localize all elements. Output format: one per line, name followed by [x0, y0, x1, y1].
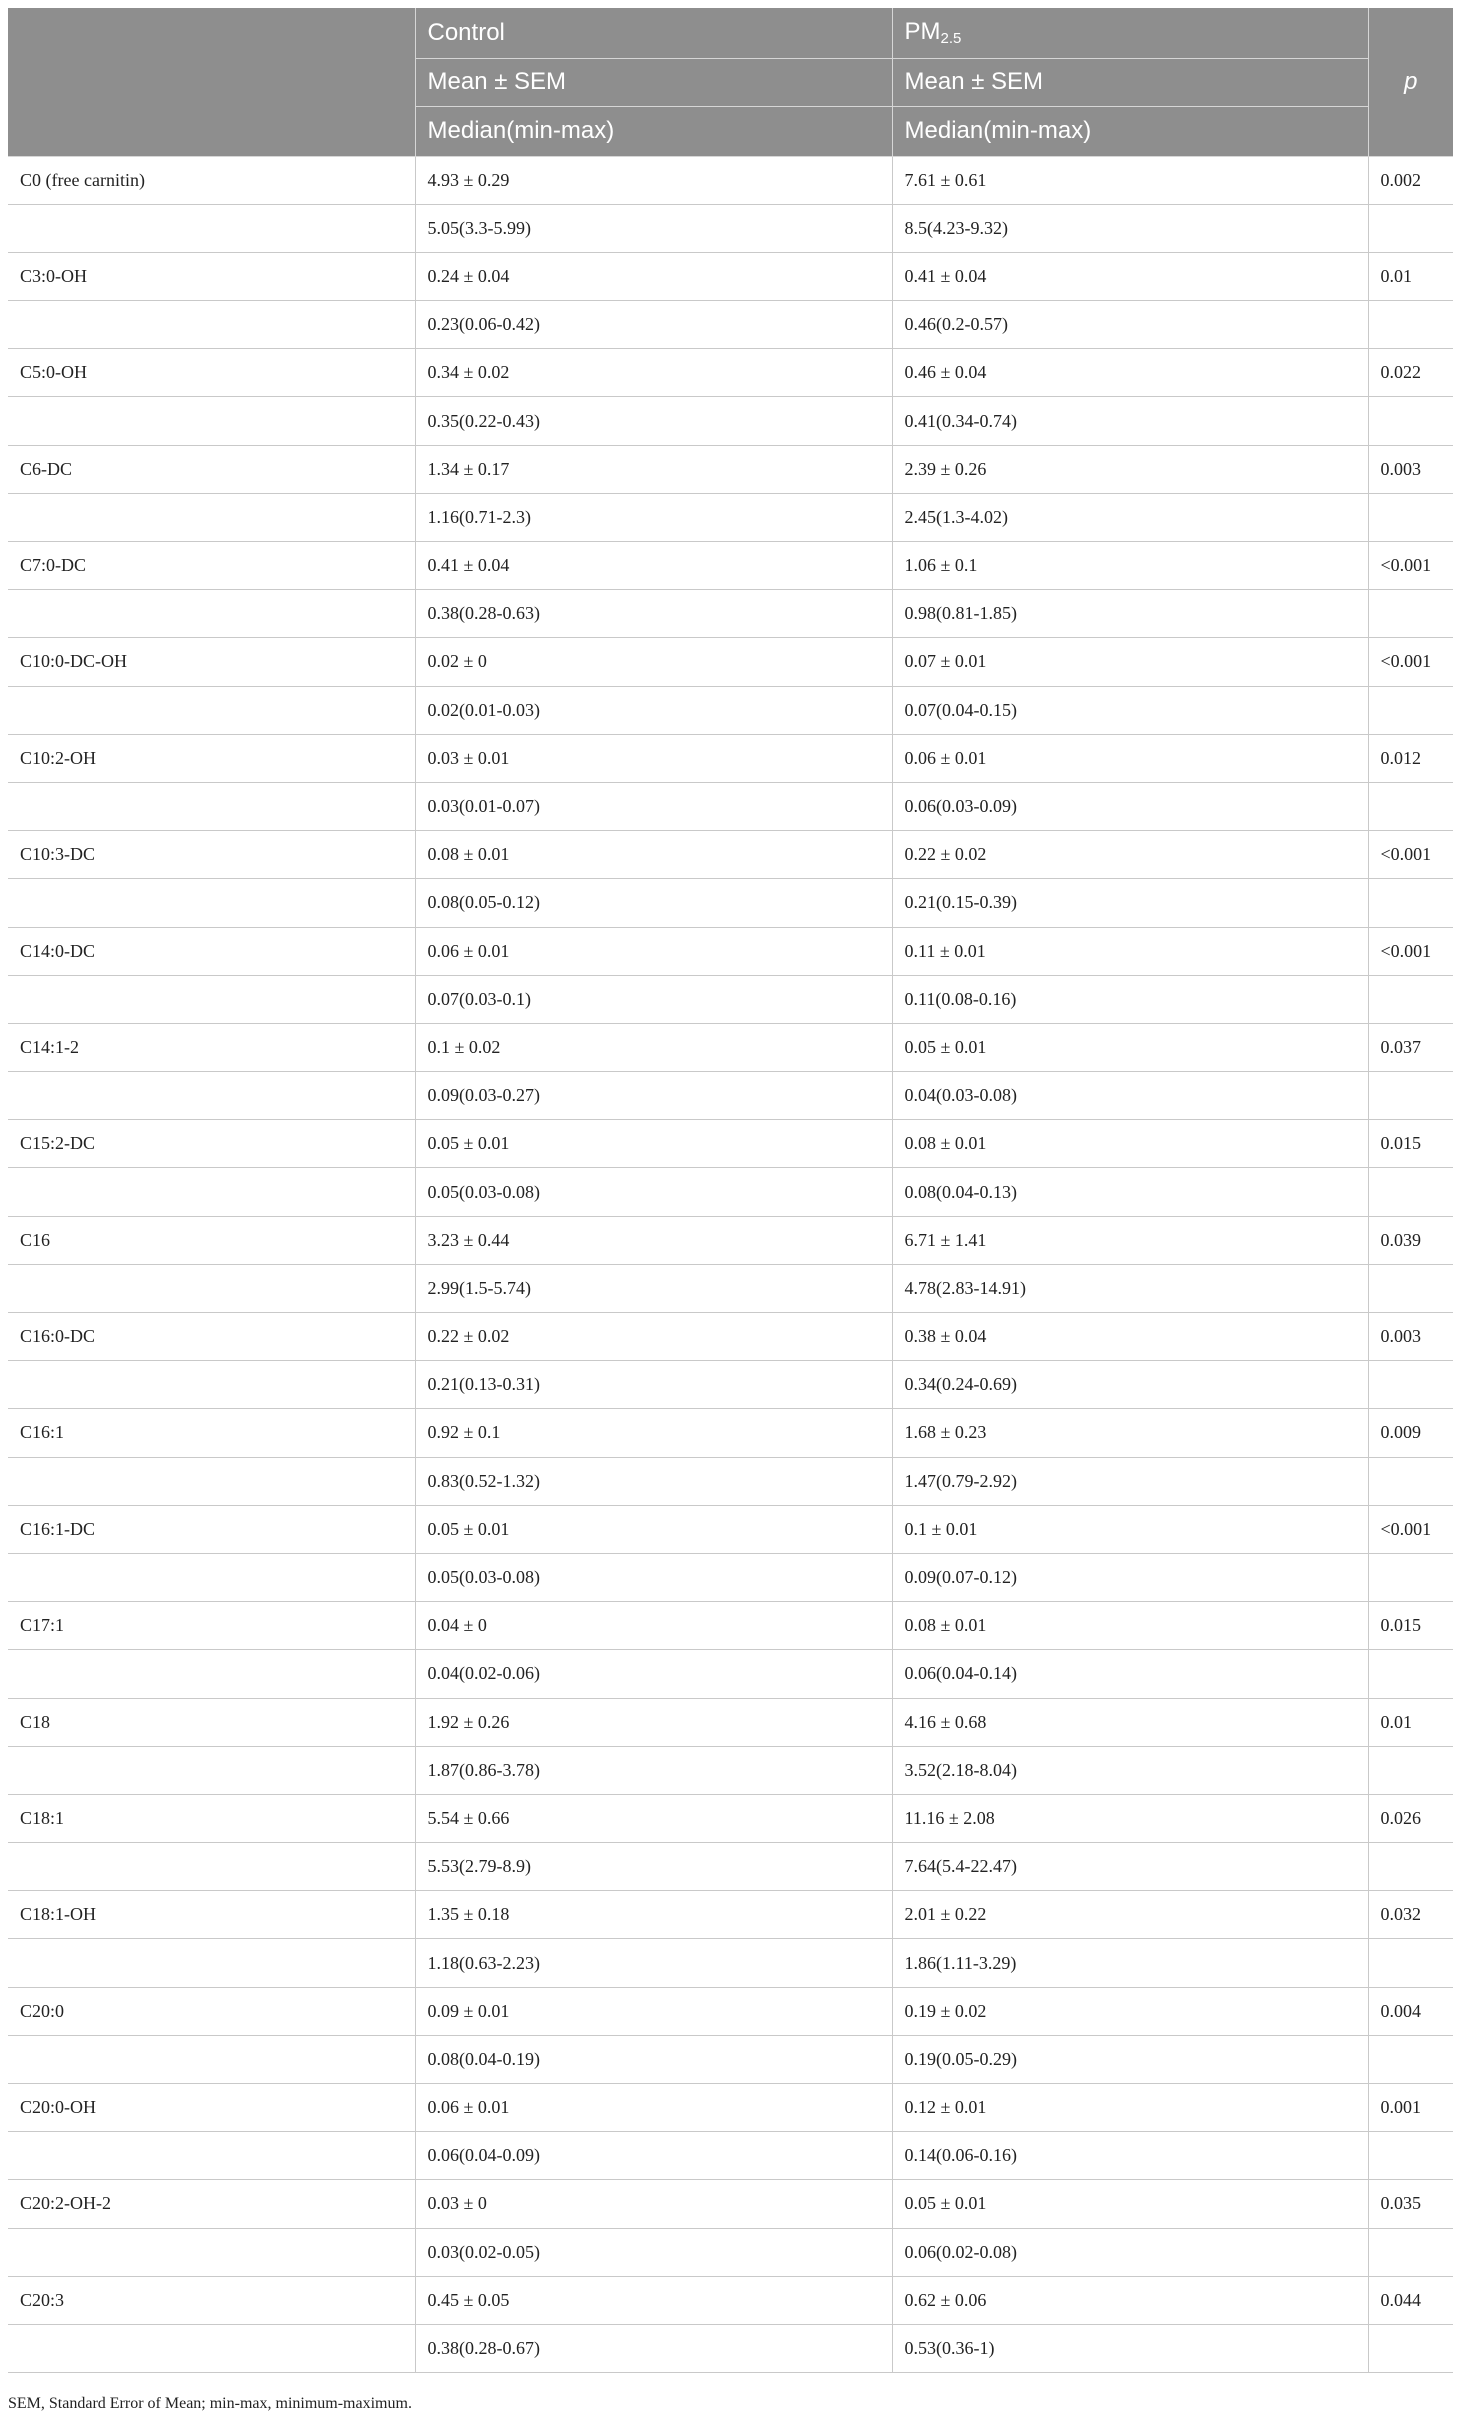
- table-row-mean: [8, 2180, 1453, 2228]
- table-row-mean: [8, 1313, 1453, 1361]
- pm-mean-sem: 0.05 ± 0.01: [892, 1023, 1368, 1071]
- control-mean-sem: 0.1 ± 0.02: [415, 1023, 892, 1071]
- pm-median: 0.53(0.36-1): [892, 2324, 1368, 2372]
- table-row-mean: [8, 1698, 1453, 1746]
- empty-name-cell: [8, 975, 415, 1023]
- analyte-name: C14:0-DC: [8, 927, 415, 975]
- analyte-name: C18:1: [8, 1794, 415, 1842]
- analyte-name: C20:2-OH-2: [8, 2180, 415, 2228]
- empty-name-cell: [8, 2132, 415, 2180]
- table-row-median: [8, 1361, 1453, 1409]
- empty-name-cell: [8, 590, 415, 638]
- p-value: 0.009: [1368, 1409, 1453, 1457]
- pm-mean-sem: 0.07 ± 0.01: [892, 638, 1368, 686]
- table-row-median: [8, 975, 1453, 1023]
- table-row-median: [8, 1264, 1453, 1312]
- p-value: 0.022: [1368, 349, 1453, 397]
- table-row-mean: [8, 1120, 1453, 1168]
- table-row-median: [8, 204, 1453, 252]
- p-value: 0.037: [1368, 1023, 1453, 1071]
- empty-name-cell: [8, 301, 415, 349]
- empty-p-cell: [1368, 1939, 1453, 1987]
- p-value: 0.004: [1368, 1987, 1453, 2035]
- empty-name-cell: [8, 204, 415, 252]
- empty-name-cell: [8, 686, 415, 734]
- p-value: 0.01: [1368, 252, 1453, 300]
- empty-name-cell: [8, 493, 415, 541]
- pm-mean-sem: 0.06 ± 0.01: [892, 734, 1368, 782]
- header-pm-median: Median(min-max): [892, 106, 1368, 156]
- table-row-mean: [8, 542, 1453, 590]
- empty-name-cell: [8, 2324, 415, 2372]
- control-mean-sem: 0.22 ± 0.02: [415, 1313, 892, 1361]
- pm-median: 0.04(0.03-0.08): [892, 1072, 1368, 1120]
- pm-mean-sem: 1.06 ± 0.1: [892, 542, 1368, 590]
- table-row-median: [8, 590, 1453, 638]
- p-value: 0.032: [1368, 1891, 1453, 1939]
- pm-median: 0.06(0.02-0.08): [892, 2228, 1368, 2276]
- control-mean-sem: 3.23 ± 0.44: [415, 1216, 892, 1264]
- control-median: 0.03(0.01-0.07): [415, 782, 892, 830]
- empty-name-cell: [8, 1168, 415, 1216]
- pm-median: 7.64(5.4-22.47): [892, 1843, 1368, 1891]
- p-value: 0.015: [1368, 1120, 1453, 1168]
- p-value: <0.001: [1368, 542, 1453, 590]
- control-median: 0.04(0.02-0.06): [415, 1650, 892, 1698]
- pm-mean-sem: 11.16 ± 2.08: [892, 1794, 1368, 1842]
- table-row-median: [8, 782, 1453, 830]
- header-control-mean-sem: Mean ± SEM: [415, 58, 892, 106]
- table-row-mean: [8, 1505, 1453, 1553]
- empty-p-cell: [1368, 2132, 1453, 2180]
- p-value: 0.002: [1368, 156, 1453, 204]
- control-mean-sem: 0.03 ± 0.01: [415, 734, 892, 782]
- pm-mean-sem: 0.12 ± 0.01: [892, 2084, 1368, 2132]
- empty-name-cell: [8, 1650, 415, 1698]
- table-row-median: [8, 1746, 1453, 1794]
- table-row-mean: [8, 2084, 1453, 2132]
- analyte-name: C17:1: [8, 1602, 415, 1650]
- header-pm-sub: 2.5: [940, 30, 962, 48]
- control-median: 2.99(1.5-5.74): [415, 1264, 892, 1312]
- pm-median: 8.5(4.23-9.32): [892, 204, 1368, 252]
- empty-name-cell: [8, 1553, 415, 1601]
- pm-mean-sem: 0.41 ± 0.04: [892, 252, 1368, 300]
- table-row-median: [8, 1939, 1453, 1987]
- control-median: 0.21(0.13-0.31): [415, 1361, 892, 1409]
- table-row-median: [8, 397, 1453, 445]
- table-row-median: [8, 493, 1453, 541]
- table-row-median: [8, 2035, 1453, 2083]
- table-row-median: [8, 1457, 1453, 1505]
- analyte-name: C7:0-DC: [8, 542, 415, 590]
- pm-mean-sem: 4.16 ± 0.68: [892, 1698, 1368, 1746]
- pm-mean-sem: 6.71 ± 1.41: [892, 1216, 1368, 1264]
- control-median: 0.07(0.03-0.1): [415, 975, 892, 1023]
- table-row-median: [8, 2132, 1453, 2180]
- analyte-name: C10:0-DC-OH: [8, 638, 415, 686]
- control-mean-sem: 0.06 ± 0.01: [415, 2084, 892, 2132]
- pm-mean-sem: 0.11 ± 0.01: [892, 927, 1368, 975]
- p-value: 0.044: [1368, 2276, 1453, 2324]
- header-control: Control: [415, 8, 892, 58]
- table-row-mean: [8, 1602, 1453, 1650]
- empty-p-cell: [1368, 2228, 1453, 2276]
- control-mean-sem: 1.92 ± 0.26: [415, 1698, 892, 1746]
- pm-median: 0.11(0.08-0.16): [892, 975, 1368, 1023]
- header-pm-mean-sem: Mean ± SEM: [892, 58, 1368, 106]
- p-value: 0.035: [1368, 2180, 1453, 2228]
- pm-median: 0.41(0.34-0.74): [892, 397, 1368, 445]
- empty-name-cell: [8, 879, 415, 927]
- empty-name-cell: [8, 1072, 415, 1120]
- control-median: 0.06(0.04-0.09): [415, 2132, 892, 2180]
- header-pm-base: PM: [904, 18, 941, 46]
- pm-median: 0.98(0.81-1.85): [892, 590, 1368, 638]
- analyte-name: C18:1-OH: [8, 1891, 415, 1939]
- pm-median: 0.06(0.04-0.14): [892, 1650, 1368, 1698]
- p-value: 0.001: [1368, 2084, 1453, 2132]
- pm-mean-sem: 0.62 ± 0.06: [892, 2276, 1368, 2324]
- control-mean-sem: 0.05 ± 0.01: [415, 1505, 892, 1553]
- p-value: 0.003: [1368, 1313, 1453, 1361]
- empty-p-cell: [1368, 1746, 1453, 1794]
- analyte-name: C16:1: [8, 1409, 415, 1457]
- table-header: [8, 8, 1453, 156]
- empty-p-cell: [1368, 1843, 1453, 1891]
- analyte-name: C16:1-DC: [8, 1505, 415, 1553]
- empty-p-cell: [1368, 686, 1453, 734]
- analyte-name: C18: [8, 1698, 415, 1746]
- pm-median: 0.19(0.05-0.29): [892, 2035, 1368, 2083]
- analyte-name: C20:0-OH: [8, 2084, 415, 2132]
- empty-p-cell: [1368, 301, 1453, 349]
- table-row-median: [8, 2228, 1453, 2276]
- p-value: 0.039: [1368, 1216, 1453, 1264]
- table-row-median: [8, 1072, 1453, 1120]
- control-median: 0.03(0.02-0.05): [415, 2228, 892, 2276]
- pm-median: 0.46(0.2-0.57): [892, 301, 1368, 349]
- empty-name-cell: [8, 2035, 415, 2083]
- pm-mean-sem: 0.19 ± 0.02: [892, 1987, 1368, 2035]
- control-mean-sem: 0.09 ± 0.01: [415, 1987, 892, 2035]
- pm-median: 0.06(0.03-0.09): [892, 782, 1368, 830]
- pm-median: 4.78(2.83-14.91): [892, 1264, 1368, 1312]
- pm-median: 0.14(0.06-0.16): [892, 2132, 1368, 2180]
- table-row-median: [8, 301, 1453, 349]
- pm-mean-sem: 0.05 ± 0.01: [892, 2180, 1368, 2228]
- table-body: [8, 156, 1453, 2373]
- header-blank-cell: [8, 8, 415, 156]
- table-row-median: [8, 686, 1453, 734]
- empty-p-cell: [1368, 590, 1453, 638]
- control-median: 0.05(0.03-0.08): [415, 1168, 892, 1216]
- pm-mean-sem: 0.22 ± 0.02: [892, 831, 1368, 879]
- pm-mean-sem: 7.61 ± 0.61: [892, 156, 1368, 204]
- pm-mean-sem: 2.39 ± 0.26: [892, 445, 1368, 493]
- table-row-mean: [8, 734, 1453, 782]
- control-median: 0.02(0.01-0.03): [415, 686, 892, 734]
- empty-p-cell: [1368, 1072, 1453, 1120]
- control-mean-sem: 0.41 ± 0.04: [415, 542, 892, 590]
- pm-median: 0.21(0.15-0.39): [892, 879, 1368, 927]
- pm-mean-sem: 0.08 ± 0.01: [892, 1602, 1368, 1650]
- analyte-name: C16:0-DC: [8, 1313, 415, 1361]
- table-row-mean: [8, 445, 1453, 493]
- analyte-name: C14:1-2: [8, 1023, 415, 1071]
- empty-p-cell: [1368, 879, 1453, 927]
- control-median: 0.23(0.06-0.42): [415, 301, 892, 349]
- pm-mean-sem: 0.1 ± 0.01: [892, 1505, 1368, 1553]
- p-value: <0.001: [1368, 638, 1453, 686]
- empty-p-cell: [1368, 1264, 1453, 1312]
- p-value: 0.012: [1368, 734, 1453, 782]
- control-median: 1.16(0.71-2.3): [415, 493, 892, 541]
- analyte-name: C0 (free carnitin): [8, 156, 415, 204]
- data-table: [8, 8, 1453, 2373]
- control-mean-sem: 0.34 ± 0.02: [415, 349, 892, 397]
- pm-mean-sem: 2.01 ± 0.22: [892, 1891, 1368, 1939]
- table-row-median: [8, 1168, 1453, 1216]
- control-mean-sem: 0.45 ± 0.05: [415, 2276, 892, 2324]
- empty-p-cell: [1368, 2035, 1453, 2083]
- table-row-median: [8, 1553, 1453, 1601]
- pm-median: 0.07(0.04-0.15): [892, 686, 1368, 734]
- empty-p-cell: [1368, 493, 1453, 541]
- empty-p-cell: [1368, 397, 1453, 445]
- table-row-mean: [8, 1023, 1453, 1071]
- control-mean-sem: 0.08 ± 0.01: [415, 831, 892, 879]
- table-row-mean: [8, 2276, 1453, 2324]
- p-value: 0.026: [1368, 1794, 1453, 1842]
- empty-p-cell: [1368, 1168, 1453, 1216]
- table-row-mean: [8, 1794, 1453, 1842]
- empty-name-cell: [8, 1746, 415, 1794]
- empty-p-cell: [1368, 1553, 1453, 1601]
- analyte-name: C5:0-OH: [8, 349, 415, 397]
- control-median: 1.87(0.86-3.78): [415, 1746, 892, 1794]
- analyte-name: C6-DC: [8, 445, 415, 493]
- p-value: 0.01: [1368, 1698, 1453, 1746]
- table-row-mean: [8, 927, 1453, 975]
- empty-name-cell: [8, 397, 415, 445]
- control-median: 0.09(0.03-0.27): [415, 1072, 892, 1120]
- p-value: 0.003: [1368, 445, 1453, 493]
- pm-median: 2.45(1.3-4.02): [892, 493, 1368, 541]
- analyte-name: C10:3-DC: [8, 831, 415, 879]
- table-row-median: [8, 2324, 1453, 2372]
- control-mean-sem: 0.04 ± 0: [415, 1602, 892, 1650]
- p-value: <0.001: [1368, 1505, 1453, 1553]
- control-median: 0.38(0.28-0.67): [415, 2324, 892, 2372]
- table-row-median: [8, 879, 1453, 927]
- empty-name-cell: [8, 1457, 415, 1505]
- pm-median: 1.86(1.11-3.29): [892, 1939, 1368, 1987]
- empty-name-cell: [8, 1264, 415, 1312]
- p-value: <0.001: [1368, 927, 1453, 975]
- header-p: p: [1368, 8, 1453, 156]
- p-value: <0.001: [1368, 831, 1453, 879]
- table-row-mean: [8, 156, 1453, 204]
- control-mean-sem: 4.93 ± 0.29: [415, 156, 892, 204]
- analyte-name: C15:2-DC: [8, 1120, 415, 1168]
- analyte-name: C16: [8, 1216, 415, 1264]
- table-row-mean: [8, 252, 1453, 300]
- control-mean-sem: 0.92 ± 0.1: [415, 1409, 892, 1457]
- table-row-mean: [8, 1987, 1453, 2035]
- empty-p-cell: [1368, 204, 1453, 252]
- control-median: 5.05(3.3-5.99): [415, 204, 892, 252]
- empty-name-cell: [8, 1361, 415, 1409]
- control-mean-sem: 0.05 ± 0.01: [415, 1120, 892, 1168]
- table-row-median: [8, 1650, 1453, 1698]
- control-mean-sem: 1.35 ± 0.18: [415, 1891, 892, 1939]
- table-row-mean: [8, 638, 1453, 686]
- empty-p-cell: [1368, 782, 1453, 830]
- pm-mean-sem: 0.38 ± 0.04: [892, 1313, 1368, 1361]
- header-pm: [892, 8, 1368, 58]
- control-median: 5.53(2.79-8.9): [415, 1843, 892, 1891]
- analyte-name: C3:0-OH: [8, 252, 415, 300]
- p-value: 0.015: [1368, 1602, 1453, 1650]
- empty-name-cell: [8, 2228, 415, 2276]
- control-mean-sem: 0.03 ± 0: [415, 2180, 892, 2228]
- pm-mean-sem: 0.46 ± 0.04: [892, 349, 1368, 397]
- control-mean-sem: 0.06 ± 0.01: [415, 927, 892, 975]
- control-median: 0.08(0.04-0.19): [415, 2035, 892, 2083]
- pm-median: 1.47(0.79-2.92): [892, 1457, 1368, 1505]
- table-row-mean: [8, 1216, 1453, 1264]
- empty-p-cell: [1368, 1361, 1453, 1409]
- empty-name-cell: [8, 782, 415, 830]
- empty-p-cell: [1368, 975, 1453, 1023]
- control-median: 1.18(0.63-2.23): [415, 1939, 892, 1987]
- control-median: 0.83(0.52-1.32): [415, 1457, 892, 1505]
- control-mean-sem: 5.54 ± 0.66: [415, 1794, 892, 1842]
- empty-name-cell: [8, 1939, 415, 1987]
- pm-median: 0.34(0.24-0.69): [892, 1361, 1368, 1409]
- pm-mean-sem: 0.08 ± 0.01: [892, 1120, 1368, 1168]
- analyte-name: C20:3: [8, 2276, 415, 2324]
- control-mean-sem: 0.24 ± 0.04: [415, 252, 892, 300]
- pm-median: 0.08(0.04-0.13): [892, 1168, 1368, 1216]
- empty-p-cell: [1368, 1650, 1453, 1698]
- table-footnote: SEM, Standard Error of Mean; min-max, minimum-maximum.: [8, 2395, 412, 2412]
- table-row-mean: [8, 831, 1453, 879]
- empty-p-cell: [1368, 2324, 1453, 2372]
- pm-median: 0.09(0.07-0.12): [892, 1553, 1368, 1601]
- control-median: 0.38(0.28-0.63): [415, 590, 892, 638]
- table-row-mean: [8, 1891, 1453, 1939]
- control-median: 0.35(0.22-0.43): [415, 397, 892, 445]
- analyte-name: C20:0: [8, 1987, 415, 2035]
- pm-mean-sem: 1.68 ± 0.23: [892, 1409, 1368, 1457]
- control-mean-sem: 0.02 ± 0: [415, 638, 892, 686]
- header-control-median: Median(min-max): [415, 106, 892, 156]
- table-row-mean: [8, 349, 1453, 397]
- table-row-mean: [8, 1409, 1453, 1457]
- control-median: 0.05(0.03-0.08): [415, 1553, 892, 1601]
- pm-median: 3.52(2.18-8.04): [892, 1746, 1368, 1794]
- control-median: 0.08(0.05-0.12): [415, 879, 892, 927]
- empty-p-cell: [1368, 1457, 1453, 1505]
- table-row-median: [8, 1843, 1453, 1891]
- analyte-name: C10:2-OH: [8, 734, 415, 782]
- empty-name-cell: [8, 1843, 415, 1891]
- control-mean-sem: 1.34 ± 0.17: [415, 445, 892, 493]
